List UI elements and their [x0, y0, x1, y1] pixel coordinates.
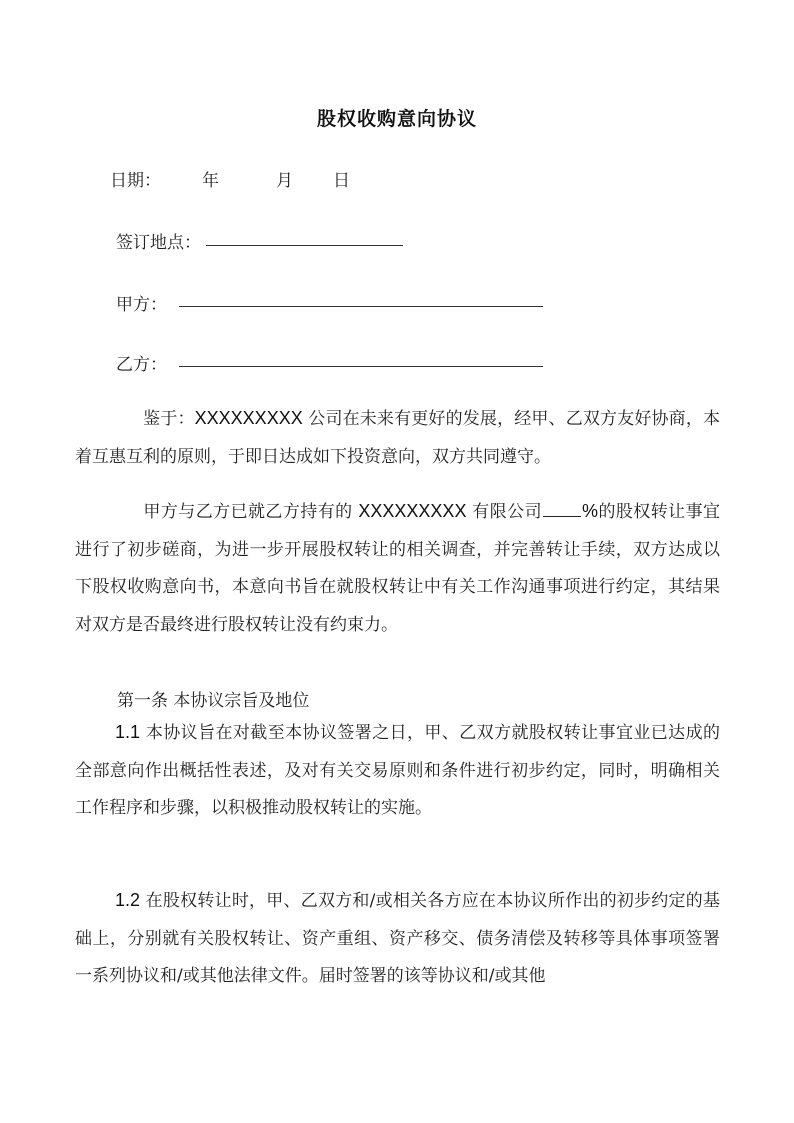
preamble-company-placeholder: XXXXXXXXX — [194, 408, 303, 428]
intro-company-placeholder: XXXXXXXXX — [358, 501, 467, 521]
party-b-blank-line — [179, 366, 543, 367]
document-title: 股权收购意向协议 — [316, 108, 477, 130]
clause-1-1-text: 本协议旨在对截至本协议签署之日，甲、乙双方就股权转让事宜业已达成的全部意向作出概括性表述，及对有关交易原则和条件进行初步约定，同时，明确相关工作程序和步骤，以积极推动股权转让的实施。 — [75, 723, 720, 818]
preamble-paragraph — [75, 400, 720, 476]
clause-1-2 — [75, 882, 720, 996]
intro-text-mid: 有限公司 — [466, 502, 542, 522]
date-label: 日期： — [110, 171, 161, 191]
location-blank-line — [206, 245, 403, 246]
preamble-lead: 鉴于： — [143, 409, 195, 429]
intro-paragraph — [75, 493, 720, 644]
clause-1-1 — [75, 714, 720, 828]
date-year-label: 年 — [202, 171, 219, 191]
date-month-label: 月 — [276, 171, 293, 191]
intro-text-before: 甲方与乙方已就乙方持有的 — [143, 502, 359, 522]
clause-1-2-text: 在股权转让时，甲、乙双方和/或相关各方应在本协议所作出的初步约定的基础上，分别就有关股权转让、资产重组、资产移交、债务清偿及转移等具体事项签署一系列协议和/或其他法律文件。届时签署的该等协议和/或其他 — [75, 891, 720, 986]
clause-1-1-number: 1.1 — [115, 722, 141, 742]
date-day-label: 日 — [333, 171, 350, 191]
clause-1-2-number: 1.2 — [115, 890, 141, 910]
party-b-label: 乙方： — [116, 355, 167, 375]
party-a-blank-line — [179, 306, 543, 307]
section-1-heading: 第一条 本协议宗旨及地位 — [117, 691, 310, 711]
preamble-text: 公司在未来有更好的发展，经甲、乙双方友好协商，本着互惠互利的原则，于即日达成如下投资意向，双方共同遵守。 — [75, 409, 721, 467]
intro-text-after: 的股权转让事宜进行了初步磋商，为进一步开展股权转让的相关调查，并完善转让手续，双方达成以下股权收购意向书，本意向书旨在就股权转让中有关工作沟通事项进行约定，其结果对双方是否最终进行股权转让没有约束力。 — [75, 502, 721, 635]
location-label: 签订地点： — [116, 233, 201, 253]
percent-blank-line — [543, 502, 581, 517]
percent-sign: % — [582, 501, 599, 521]
party-a-label: 甲方： — [116, 295, 167, 315]
